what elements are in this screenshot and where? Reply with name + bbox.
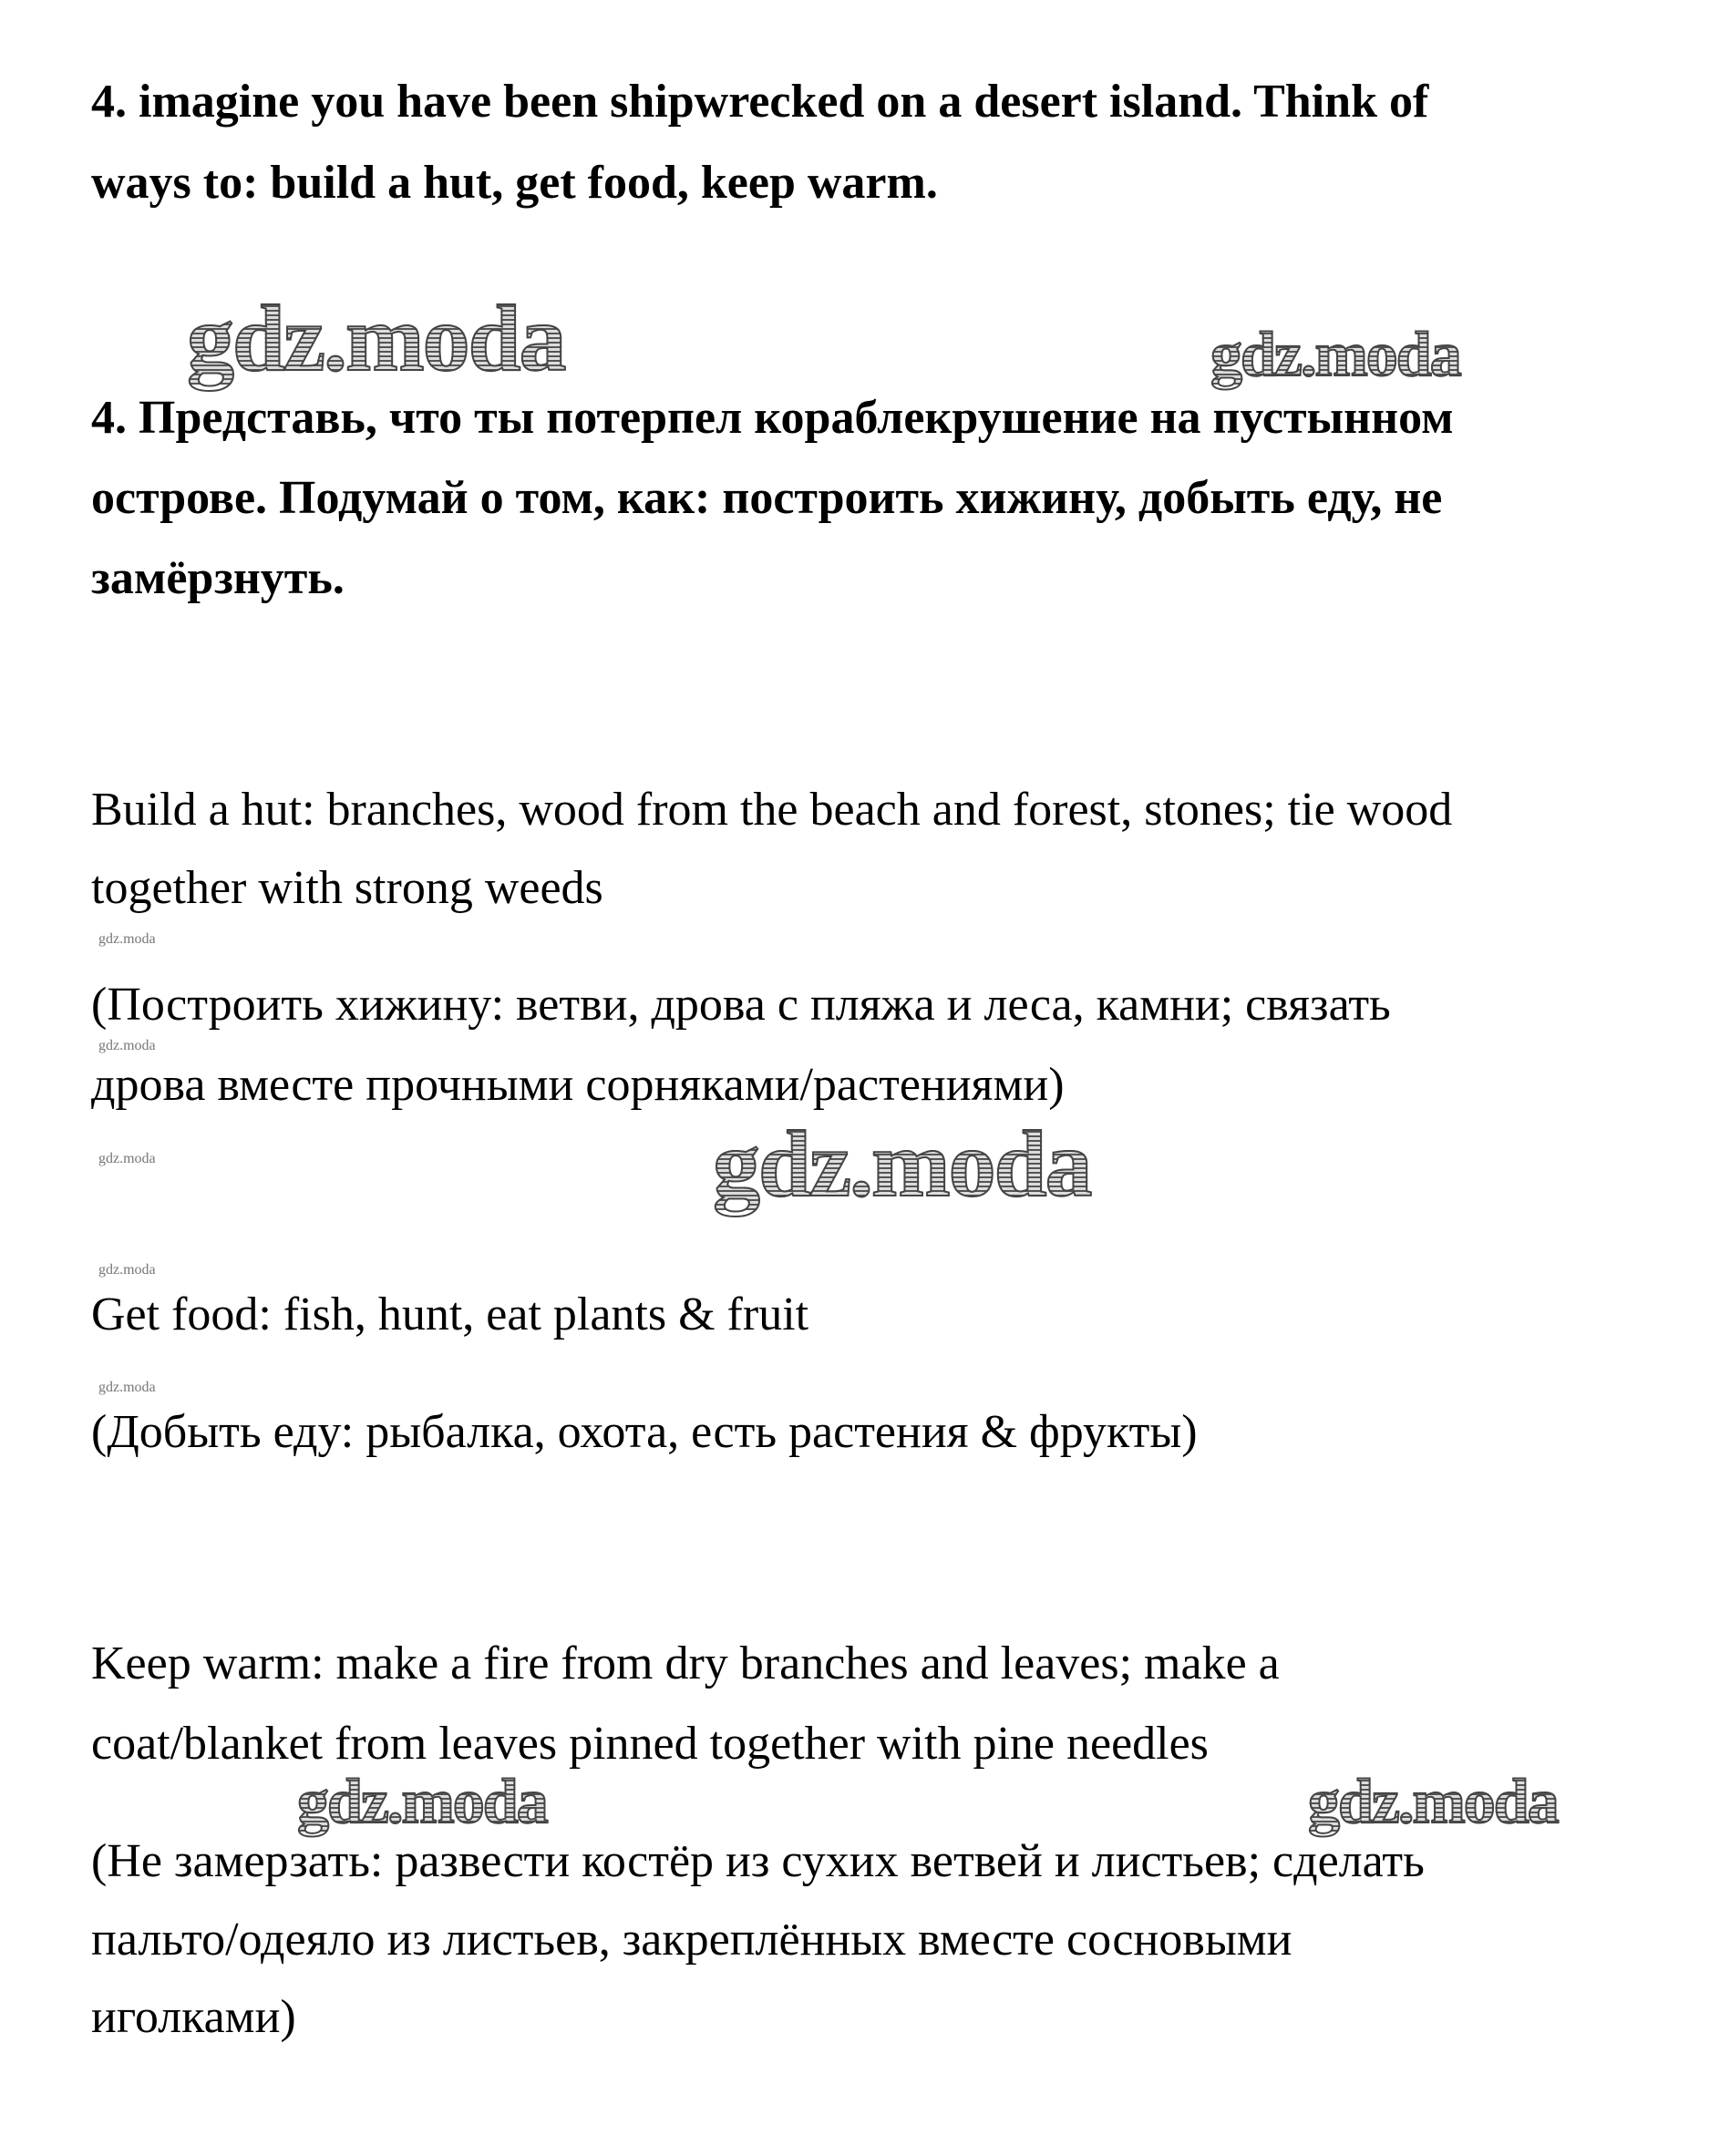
heading-line: 4. imagine you have been shipwrecked on a desert island. Think of [91, 76, 1429, 128]
heading-line: замёрзнуть. [91, 552, 345, 604]
watermark: gdz.moda [1308, 1767, 1558, 1837]
answer-line: coat/blanket from leaves pinned together with pine needles [91, 1718, 1209, 1770]
answer-line: (Не замерзать: развести костёр из сухих ветвей и листьев; сделать [91, 1835, 1425, 1887]
answer-line: дрова вместе прочными сорняками/растениями) [91, 1059, 1065, 1111]
answer-line: (Добыть еду: рыбалка, охота, есть растения & фрукты) [91, 1406, 1198, 1458]
watermark-small: gdz.moda [98, 1038, 156, 1053]
watermark-small: gdz.moda [98, 1151, 156, 1166]
answer-line: Build a hut: branches, wood from the beach and forest, stones; tie wood [91, 784, 1453, 836]
watermark: gdz.moda [1210, 320, 1460, 390]
heading-line: ways to: build a hut, get food, keep warm. [91, 157, 938, 209]
watermark-small: gdz.moda [98, 931, 156, 947]
answer-line: (Построить хижину: ветви, дрова с пляжа и леса, камни; связать [91, 979, 1391, 1031]
answer-line: Get food: fish, hunt, eat plants & fruit [91, 1288, 809, 1340]
answer-line: Keep warm: make a fire from dry branches and leaves; make a [91, 1638, 1280, 1689]
answer-line: пальто/одеяло из листьев, закреплённых вместе сосновыми [91, 1914, 1292, 1966]
heading-line: острове. Подумай о том, как: построить хижину, добыть еду, не [91, 472, 1443, 524]
answer-line: together with strong weeds [91, 862, 603, 914]
watermark-small: gdz.moda [98, 1380, 156, 1395]
watermark: gdz.moda [187, 286, 565, 391]
watermark: gdz.moda [713, 1112, 1091, 1217]
watermark-small: gdz.moda [98, 1262, 156, 1278]
answer-line: иголками) [91, 1991, 296, 2043]
heading-line: 4. Представь, что ты потерпел кораблекрушение на пустынном [91, 392, 1454, 444]
watermark: gdz.moda [297, 1767, 547, 1837]
